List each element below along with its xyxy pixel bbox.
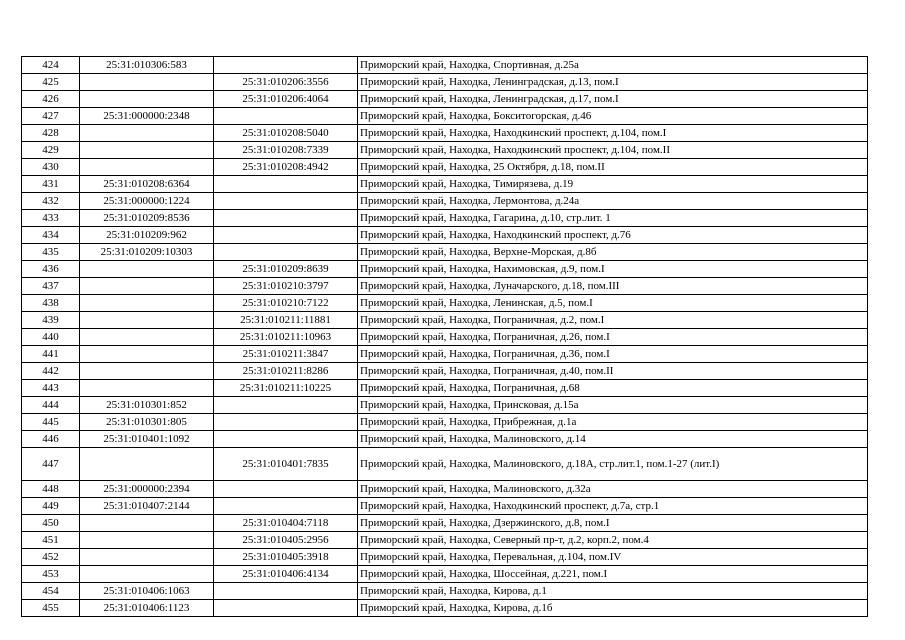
- table-row: [22, 481, 868, 498]
- cadastral-number-cell: [80, 380, 214, 397]
- row-number-cell: 427: [22, 108, 80, 125]
- table-row: [22, 532, 868, 549]
- address-cell: Приморский край, Находка, Северный пр-т, д.2, корп.2, пом.4: [358, 532, 868, 549]
- premises-cadastral-number-cell: [214, 498, 358, 515]
- cadastral-number-cell: 25:31:010407:2144: [80, 498, 214, 515]
- row-number-cell: 428: [22, 125, 80, 142]
- table-row: [22, 583, 868, 600]
- table-row: [22, 142, 868, 159]
- address-cell: Приморский край, Находка, Пограничная, д.36, пом.I: [358, 346, 868, 363]
- premises-cadastral-number-cell: 25:31:010206:3556: [214, 74, 358, 91]
- premises-cadastral-number-cell: 25:31:010210:7122: [214, 295, 358, 312]
- table-row: [22, 244, 868, 261]
- row-number-cell: 432: [22, 193, 80, 210]
- cadastral-number-cell: 25:31:010306:583: [80, 57, 214, 74]
- row-number-cell: 442: [22, 363, 80, 380]
- cadastral-number-cell: [80, 515, 214, 532]
- table-row: [22, 57, 868, 74]
- row-number-cell: 451: [22, 532, 80, 549]
- cadastral-number-cell: [80, 142, 214, 159]
- row-number-cell: 441: [22, 346, 80, 363]
- premises-cadastral-number-cell: 25:31:010404:7118: [214, 515, 358, 532]
- table-row: [22, 91, 868, 108]
- table-row: [22, 515, 868, 532]
- address-cell: Приморский край, Находка, Малиновского, д.32а: [358, 481, 868, 498]
- premises-cadastral-number-cell: [214, 583, 358, 600]
- address-cell: Приморский край, Находка, Находкинский проспект, д.7а, стр.1: [358, 498, 868, 515]
- row-number-cell: 430: [22, 159, 80, 176]
- row-number-cell: 437: [22, 278, 80, 295]
- row-number-cell: 426: [22, 91, 80, 108]
- table-row: [22, 397, 868, 414]
- table-row: [22, 193, 868, 210]
- table-row: [22, 125, 868, 142]
- table-row: [22, 431, 868, 448]
- cadastral-number-cell: 25:31:000000:2348: [80, 108, 214, 125]
- premises-cadastral-number-cell: [214, 227, 358, 244]
- table-row: [22, 414, 868, 431]
- table-row: [22, 227, 868, 244]
- address-cell: Приморский край, Находка, Ленинградская, д.17, пом.I: [358, 91, 868, 108]
- address-cell: Приморский край, Находка, Верхне-Морская, д.8б: [358, 244, 868, 261]
- address-cell: Приморский край, Находка, Пограничная, д.2, пом.I: [358, 312, 868, 329]
- address-cell: Приморский край, Находка, Луначарского, д.18, пом.III: [358, 278, 868, 295]
- table-row: [22, 566, 868, 583]
- table-row: [22, 210, 868, 227]
- premises-cadastral-number-cell: [214, 210, 358, 227]
- table-row: [22, 312, 868, 329]
- row-number-cell: 454: [22, 583, 80, 600]
- cadastral-number-cell: [80, 448, 214, 481]
- address-cell: Приморский край, Находка, Шоссейная, д.221, пом.I: [358, 566, 868, 583]
- row-number-cell: 447: [22, 448, 80, 481]
- cadastral-number-cell: 25:31:010208:6364: [80, 176, 214, 193]
- premises-cadastral-number-cell: 25:31:010406:4134: [214, 566, 358, 583]
- address-cell: Приморский край, Находка, Пограничная, д.68: [358, 380, 868, 397]
- address-cell: Приморский край, Находка, Находкинский проспект, д.104, пом.II: [358, 142, 868, 159]
- premises-cadastral-number-cell: 25:31:010208:7339: [214, 142, 358, 159]
- premises-cadastral-number-cell: [214, 414, 358, 431]
- premises-cadastral-number-cell: 25:31:010211:8286: [214, 363, 358, 380]
- row-number-cell: 439: [22, 312, 80, 329]
- cadastral-number-cell: [80, 363, 214, 380]
- address-cell: Приморский край, Находка, Малиновского, д.18А, стр.лит.1, пом.1-27 (лит.I): [358, 448, 868, 481]
- cadastral-number-cell: 25:31:010209:962: [80, 227, 214, 244]
- table-row: [22, 176, 868, 193]
- premises-cadastral-number-cell: 25:31:010206:4064: [214, 91, 358, 108]
- address-cell: Приморский край, Находка, Гагарина, д.10, стр.лит. 1: [358, 210, 868, 227]
- row-number-cell: 453: [22, 566, 80, 583]
- table-row: [22, 261, 868, 278]
- cadastral-number-cell: [80, 261, 214, 278]
- address-cell: Приморский край, Находка, Кирова, д.1б: [358, 600, 868, 617]
- address-cell: Приморский край, Находка, Находкинский проспект, д.76: [358, 227, 868, 244]
- premises-cadastral-number-cell: [214, 431, 358, 448]
- row-number-cell: 450: [22, 515, 80, 532]
- premises-cadastral-number-cell: 25:31:010211:10963: [214, 329, 358, 346]
- premises-cadastral-number-cell: [214, 176, 358, 193]
- row-number-cell: 424: [22, 57, 80, 74]
- premises-cadastral-number-cell: 25:31:010401:7835: [214, 448, 358, 481]
- table-row: [22, 380, 868, 397]
- cadastral-number-cell: 25:31:010406:1063: [80, 583, 214, 600]
- premises-cadastral-number-cell: 25:31:010208:5040: [214, 125, 358, 142]
- address-cell: Приморский край, Находка, Нахимовская, д.9, пом.I: [358, 261, 868, 278]
- cadastral-number-cell: [80, 74, 214, 91]
- table-row: [22, 549, 868, 566]
- premises-cadastral-number-cell: [214, 481, 358, 498]
- address-cell: Приморский край, Находка, Принсковая, д.15а: [358, 397, 868, 414]
- premises-cadastral-number-cell: [214, 57, 358, 74]
- table-row: [22, 363, 868, 380]
- row-number-cell: 434: [22, 227, 80, 244]
- cadastral-number-cell: [80, 91, 214, 108]
- cadastral-number-cell: [80, 346, 214, 363]
- cadastral-number-cell: 25:31:000000:2394: [80, 481, 214, 498]
- row-number-cell: 444: [22, 397, 80, 414]
- cadastral-number-cell: 25:31:010401:1092: [80, 431, 214, 448]
- address-cell: Приморский край, Находка, Тимирязева, д.19: [358, 176, 868, 193]
- premises-cadastral-number-cell: [214, 193, 358, 210]
- cadastral-number-cell: [80, 312, 214, 329]
- premises-cadastral-number-cell: 25:31:010208:4942: [214, 159, 358, 176]
- cadastral-number-cell: [80, 125, 214, 142]
- address-cell: Приморский край, Находка, 25 Октября, д.18, пом.II: [358, 159, 868, 176]
- address-cell: Приморский край, Находка, Ленинградская, д.13, пом.I: [358, 74, 868, 91]
- cadastral-number-cell: 25:31:000000:1224: [80, 193, 214, 210]
- property-register-table: [21, 56, 868, 617]
- row-number-cell: 433: [22, 210, 80, 227]
- row-number-cell: 436: [22, 261, 80, 278]
- table-row: [22, 74, 868, 91]
- premises-cadastral-number-cell: 25:31:010405:2956: [214, 532, 358, 549]
- address-cell: Приморский край, Находка, Лермонтова, д.24а: [358, 193, 868, 210]
- address-cell: Приморский край, Находка, Малиновского, д.14: [358, 431, 868, 448]
- row-number-cell: 440: [22, 329, 80, 346]
- premises-cadastral-number-cell: 25:31:010209:8639: [214, 261, 358, 278]
- table-row: [22, 329, 868, 346]
- premises-cadastral-number-cell: [214, 244, 358, 261]
- table-row: [22, 498, 868, 515]
- row-number-cell: 449: [22, 498, 80, 515]
- row-number-cell: 443: [22, 380, 80, 397]
- table-row: [22, 448, 868, 481]
- premises-cadastral-number-cell: 25:31:010210:3797: [214, 278, 358, 295]
- cadastral-number-cell: 25:31:010301:852: [80, 397, 214, 414]
- register-table-body: [22, 57, 868, 617]
- row-number-cell: 455: [22, 600, 80, 617]
- row-number-cell: 429: [22, 142, 80, 159]
- row-number-cell: 452: [22, 549, 80, 566]
- table-row: [22, 278, 868, 295]
- cadastral-number-cell: [80, 549, 214, 566]
- premises-cadastral-number-cell: [214, 397, 358, 414]
- address-cell: Приморский край, Находка, Пограничная, д.40, пом.II: [358, 363, 868, 380]
- cadastral-number-cell: 25:31:010209:10303: [80, 244, 214, 261]
- address-cell: Приморский край, Находка, Ленинская, д.5, пом.I: [358, 295, 868, 312]
- address-cell: Приморский край, Находка, Спортивная, д.25а: [358, 57, 868, 74]
- cadastral-number-cell: [80, 159, 214, 176]
- premises-cadastral-number-cell: [214, 108, 358, 125]
- cadastral-number-cell: [80, 278, 214, 295]
- premises-cadastral-number-cell: 25:31:010211:10225: [214, 380, 358, 397]
- premises-cadastral-number-cell: 25:31:010211:11881: [214, 312, 358, 329]
- cadastral-number-cell: 25:31:010209:8536: [80, 210, 214, 227]
- cadastral-number-cell: [80, 329, 214, 346]
- cadastral-number-cell: [80, 566, 214, 583]
- table-row: [22, 600, 868, 617]
- premises-cadastral-number-cell: 25:31:010211:3847: [214, 346, 358, 363]
- address-cell: Приморский край, Находка, Пограничная, д.26, пом.I: [358, 329, 868, 346]
- premises-cadastral-number-cell: [214, 600, 358, 617]
- row-number-cell: 445: [22, 414, 80, 431]
- premises-cadastral-number-cell: 25:31:010405:3918: [214, 549, 358, 566]
- address-cell: Приморский край, Находка, Перевальная, д.104, пом.IV: [358, 549, 868, 566]
- cadastral-number-cell: [80, 295, 214, 312]
- row-number-cell: 425: [22, 74, 80, 91]
- table-row: [22, 108, 868, 125]
- table-row: [22, 346, 868, 363]
- cadastral-number-cell: 25:31:010406:1123: [80, 600, 214, 617]
- address-cell: Приморский край, Находка, Находкинский проспект, д.104, пом.I: [358, 125, 868, 142]
- cadastral-number-cell: 25:31:010301:805: [80, 414, 214, 431]
- address-cell: Приморский край, Находка, Прибрежная, д.1а: [358, 414, 868, 431]
- row-number-cell: 448: [22, 481, 80, 498]
- row-number-cell: 446: [22, 431, 80, 448]
- address-cell: Приморский край, Находка, Дзержинского, д.8, пом.I: [358, 515, 868, 532]
- table-row: [22, 295, 868, 312]
- address-cell: Приморский край, Находка, Бокситогорская, д.46: [358, 108, 868, 125]
- cadastral-number-cell: [80, 532, 214, 549]
- address-cell: Приморский край, Находка, Кирова, д.1: [358, 583, 868, 600]
- row-number-cell: 438: [22, 295, 80, 312]
- table-row: [22, 159, 868, 176]
- row-number-cell: 431: [22, 176, 80, 193]
- row-number-cell: 435: [22, 244, 80, 261]
